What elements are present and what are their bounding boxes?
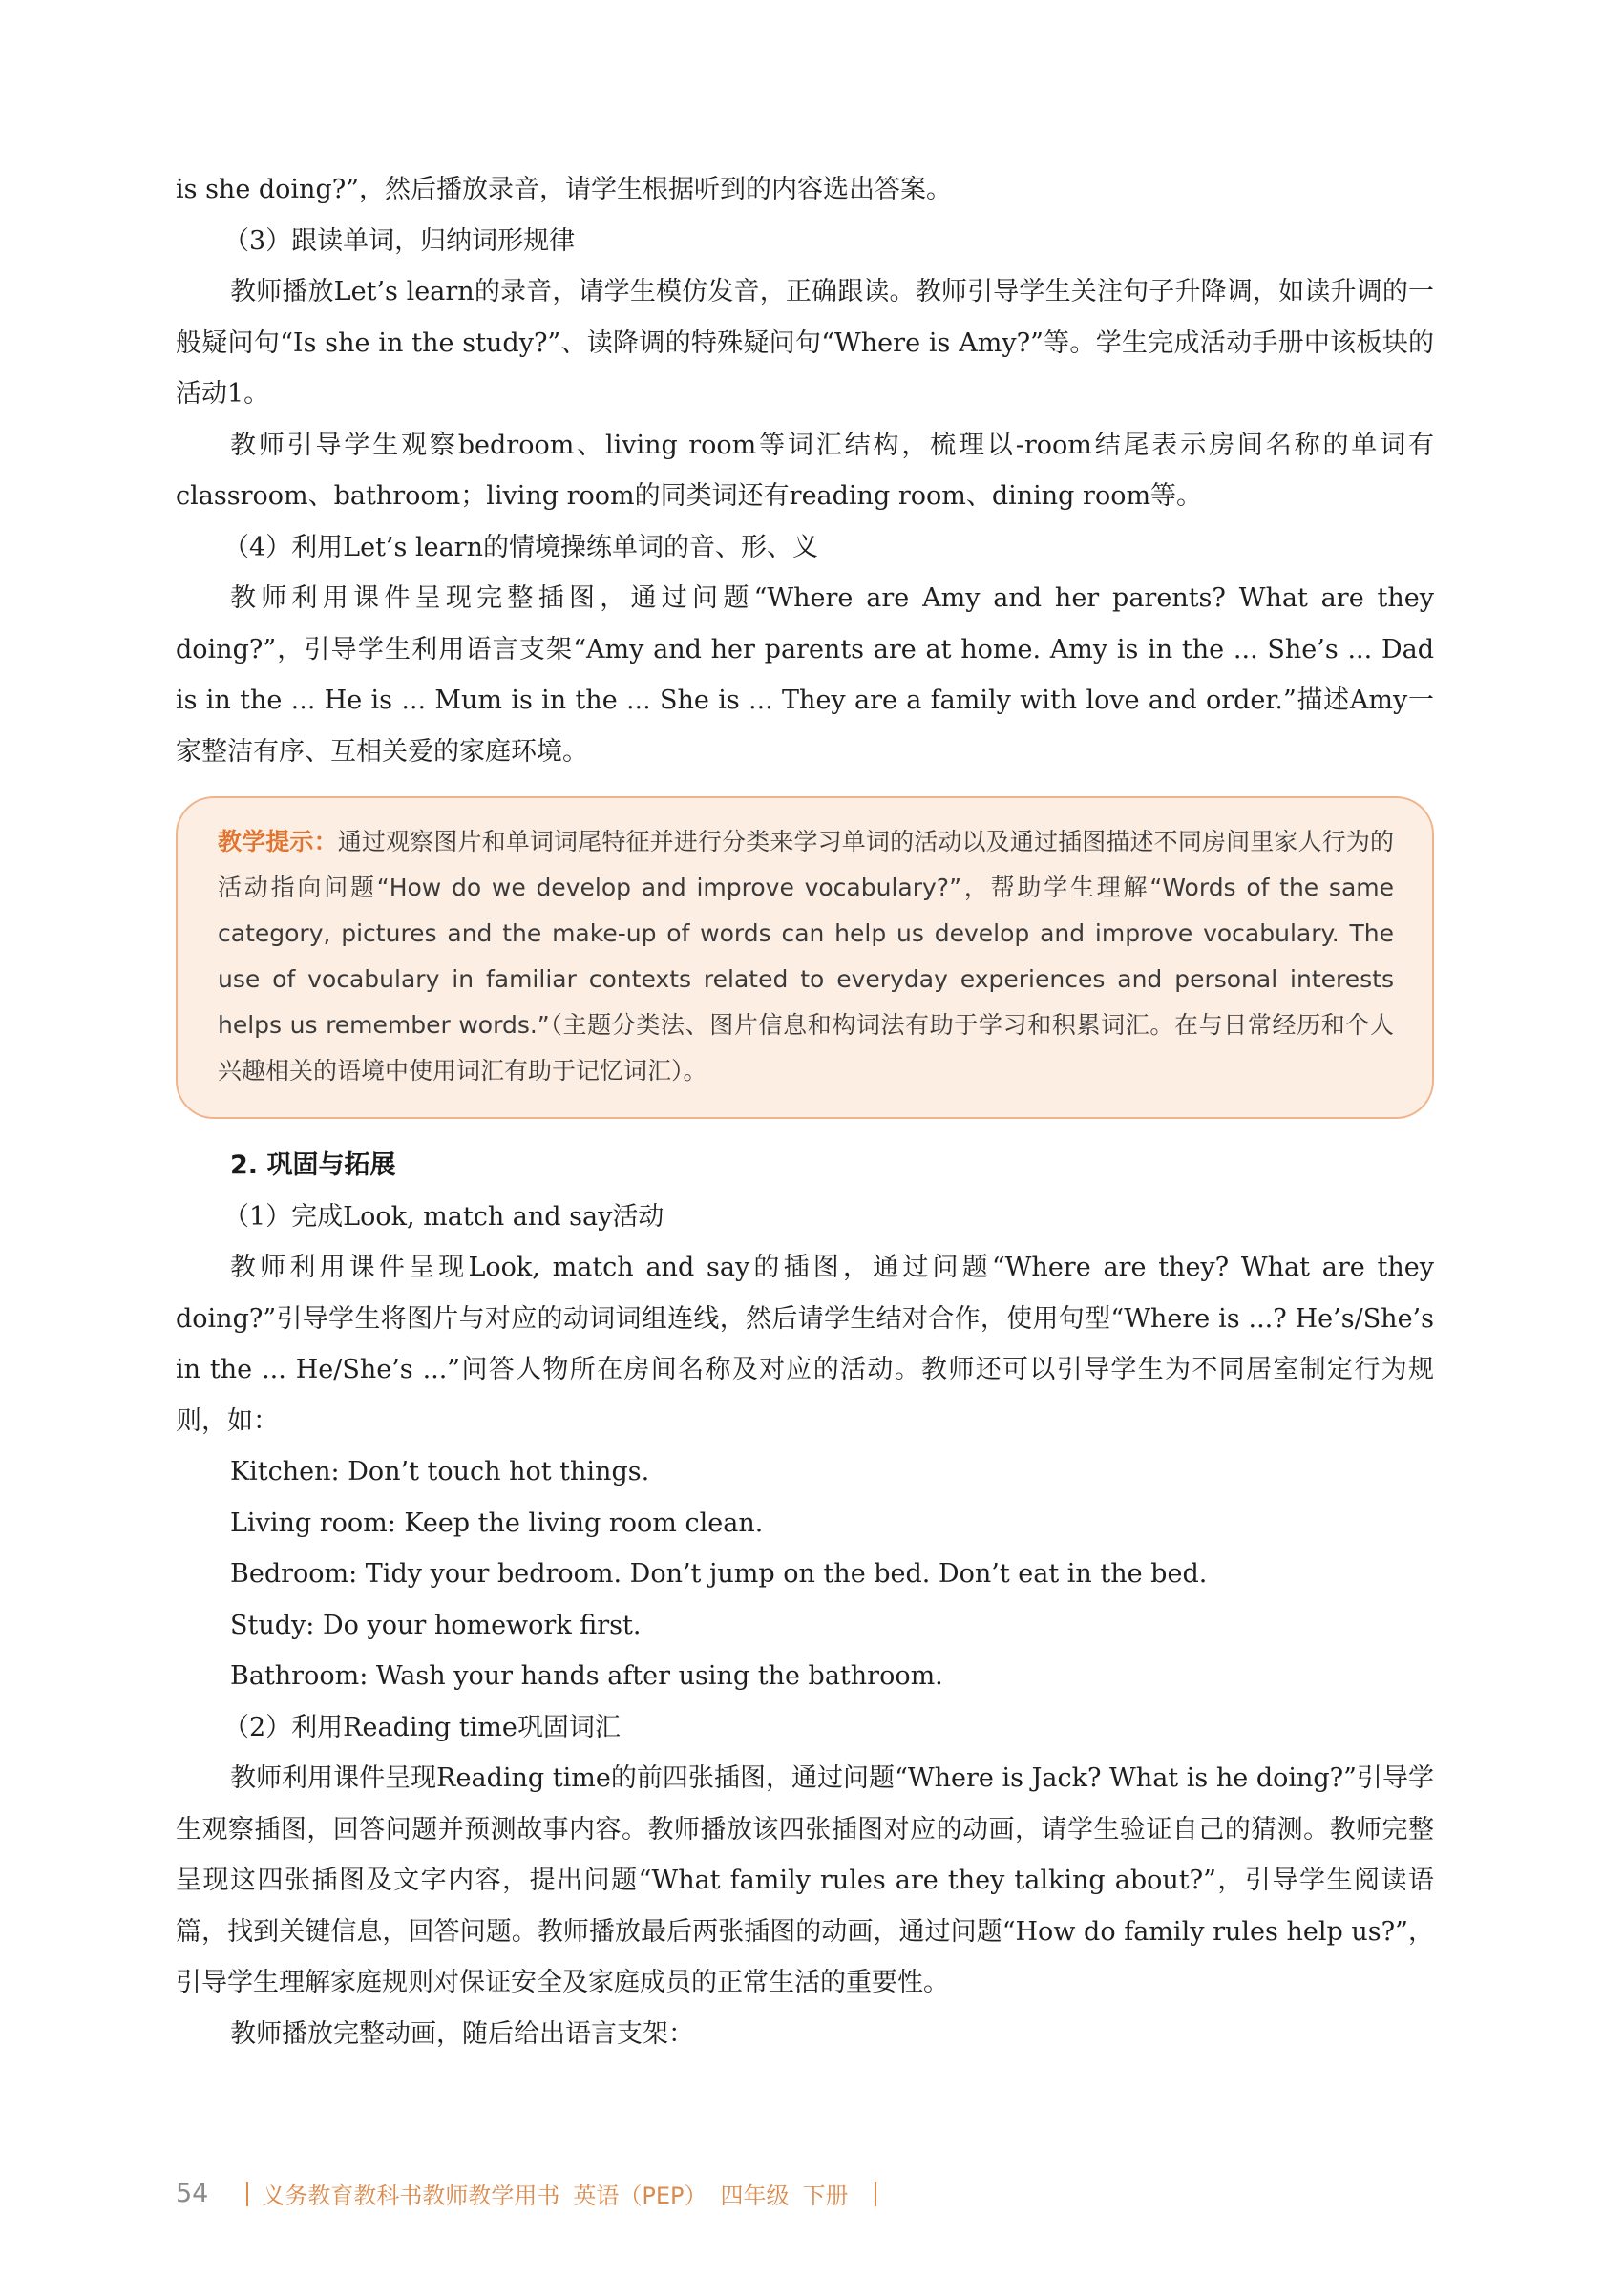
paragraph-room-words: 教师引导学生观察bedroom、living room等词汇结构，梳理以-room结尾表示房间名称的单词有classroom、bathroom；living room的同类词还有reading room、dining room等。 — [176, 430, 1434, 511]
subheading-3: （3）跟读单词，归纳词形规律 — [223, 225, 576, 256]
paragraph-full-animation: 教师播放完整动画，随后给出语言支架： — [230, 2018, 694, 2049]
rule-bathroom: Bathroom: Wash your hands after using the bathroom. — [230, 1661, 943, 1691]
page-number: 54 — [176, 2179, 209, 2208]
teaching-tip-text — [218, 819, 1394, 1094]
footer-book-title: 义务教育教科书教师教学用书 — [262, 2183, 560, 2209]
rule-living-room: Living room: Keep the living room clean. — [230, 1508, 764, 1538]
paragraph-complete-picture: 教师利用课件呈现完整插图，通过问题“Where are Amy and her parents? What are they doing?”，引导学生利用语言支架“Amy and her parents are at home. Amy is in the ... She’s ... Dad is in the ... He is ... Mum is in the ... She is ... They are a family with love and order.”描述Amy一家整洁有序、互相关爱的家庭环境。 — [176, 583, 1434, 767]
subheading-look-match-say: （1）完成Look, match and say活动 — [223, 1201, 664, 1232]
footer-volume: 下册 — [802, 2183, 849, 2209]
teaching-tip-label: 教学提示： — [218, 828, 338, 855]
rule-study: Study: Do your homework first. — [230, 1610, 642, 1640]
page-content — [176, 164, 1434, 2059]
rule-bedroom: Bedroom: Tidy your bedroom. Don’t jump on the bed. Don’t eat in the bed. — [230, 1559, 1208, 1589]
paragraph-continuation: is she doing?”，然后播放录音，请学生根据听到的内容选出答案。 — [176, 175, 953, 204]
paragraph-lets-learn-audio: 教师播放Let’s learn的录音，请学生模仿发音，正确跟读。教师引导学生关注句子升降调，如读升调的一般疑问句“Is she in the study?”、读降调的特殊疑问句“Where is Amy?”等。学生完成活动手册中该板块的活动1。 — [176, 277, 1434, 409]
footer-grade: 四年级 — [720, 2183, 790, 2209]
teaching-tip-box — [176, 796, 1434, 1119]
paragraph-look-match-say: 教师利用课件呈现Look, match and say的插图，通过问题“Where are they? What are they doing?”引导学生将图片与对应的动词词组连线，然后请学生结对合作，使用句型“Where is ...? He’s/She’s in the ... He/She’s ...”问答人物所在房间名称及对应的活动。教师还可以引导学生为不同居室制定行为规则，如： — [176, 1253, 1434, 1436]
page-footer — [176, 2177, 890, 2210]
footer-divider-end — [875, 2182, 876, 2206]
section-heading: 2. 巩固与拓展 — [230, 1150, 396, 1180]
subheading-4: （4）利用Let’s learn的情境操练单词的音、形、义 — [223, 532, 818, 562]
footer-subject: 英语（PEP） — [573, 2183, 707, 2209]
footer-divider — [246, 2182, 248, 2206]
rule-kitchen: Kitchen: Don’t touch hot things. — [230, 1457, 650, 1487]
teaching-tip-body: 通过观察图片和单词词尾特征并进行分类来学习单词的活动以及通过插图描述不同房间里家人行为的活动指向问题“How do we develop and improve vocabulary?”，帮助学生理解“Words of the same category, pictures and the make-up of words can help us develop and improve vocabulary. The use of vocabulary in familiar contexts related to everyday experiences and personal interests helps us remember words.”（主题分类法、图片信息和构词法有助于学习和积累词汇。在与日常经历和个人兴趣相关的语境中使用词汇有助于记忆词汇）。 — [218, 828, 1394, 1085]
subheading-reading-time: （2）利用Reading time巩固词汇 — [223, 1712, 621, 1742]
paragraph-reading-time: 教师利用课件呈现Reading time的前四张插图，通过问题“Where is Jack? What is he doing?”引导学生观察插图，回答问题并预测故事内容。教师播放该四张插图对应的动画，请学生验证自己的猜测。教师完整呈现这四张插图及文字内容，提出问题“What family rules are they talking about?”，引导学生阅读语篇，找到关键信息，回答问题。教师播放最后两张插图的动画，通过问题“How do family rules help us?”，引导学生理解家庭规则对保证安全及家庭成员的正常生活的重要性。 — [176, 1763, 1434, 1997]
